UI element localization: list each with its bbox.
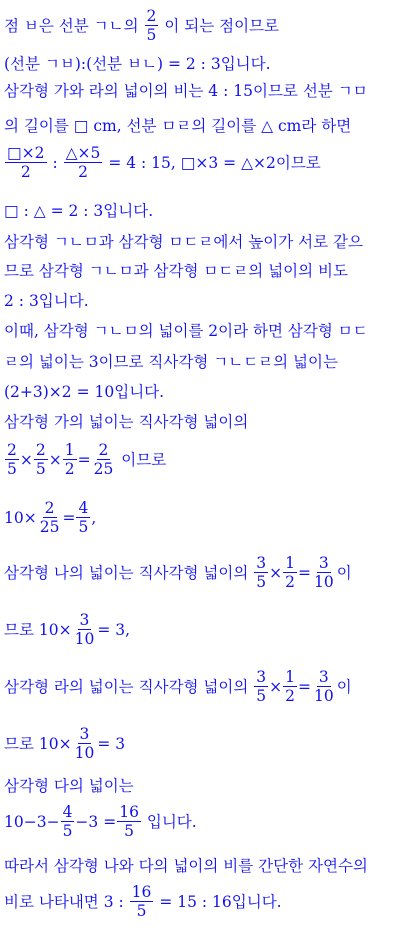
line-14: $\frac{2}{5}$ × $\frac{2}{5}$ × $\frac{1}{2}$ = $\frac{2}{25}$ 이므로 [7,441,167,479]
fraction: $\frac{2}{5}$ [146,7,157,45]
line-21: 10−3− $\frac{4}{5}$ −3 = $\frac{16}{5}$ 입니다. [4,803,197,841]
line-8: 므로 삼각형 ㄱㄴㅁ과 삼각형 ㅁㄷㄹ의 넓이의 비도 [4,262,348,280]
line-20: 삼각형 다의 넓이는 [4,777,134,795]
fraction: $\frac{4}{5}$ [62,803,73,841]
fraction: $\frac{3}{10}$ [314,554,334,592]
line-23: 비로 나타내면 3 : $\frac{16}{5}$ = 15 : 16입니다. [4,883,282,921]
fraction: $\frac{16}{5}$ [131,883,152,921]
fraction: $\frac{3}{5}$ [256,554,267,592]
line-12: (2+3)×2 = 10입니다. [4,383,165,401]
fraction: $\frac{2}{5}$ [35,441,46,479]
line-10: 이때, 삼각형 ㄱㄴㅁ의 넓이를 2이라 하면 삼각형 ㅁㄷ [4,322,368,340]
fraction: $\frac{1}{2}$ [285,668,295,706]
fraction: $\frac{3}{5}$ [256,668,267,706]
line-2: (선분 ㄱㅂ):(선분 ㅂㄴ) = 2 : 3입니다. [4,55,271,73]
line-5: $\frac{□\times 2}{2}$ : $\frac{\triangle\times 5}{2}$ = 4 : 15, □×3 = △×2이므로 [7,144,321,182]
fraction: $\frac{3}{10}$ [314,668,334,706]
line-17: 므로 10× $\frac{3}{10}$ = 3, [4,611,131,649]
line-22: 따라서 삼각형 나와 다의 넓이의 비를 간단한 자연수의 [4,857,368,875]
line-4: 의 길이를 □ cm, 선분 ㅁㄹ의 길이를 △ cm라 하면 [4,117,352,135]
line-19: 므로 10× $\frac{3}{10}$ = 3 [4,725,126,763]
line-16: 삼각형 나의 넓이는 직사각형 넓이의 $\frac{3}{5}$ × $\frac{1}{2}$ = $\frac{3}{10}$ 이 [4,554,352,592]
fraction: $\frac{\triangle\times 5}{2}$ [65,144,101,182]
fraction: $\frac{□\times 2}{2}$ [7,144,45,182]
fraction: $\frac{2}{5}$ [7,441,17,479]
line-3: 삼각형 가와 라의 넓이의 비는 4 : 15이므로 선분 ㄱㅁ [4,82,368,100]
fraction: $\frac{4}{5}$ [78,499,89,537]
fraction: $\frac{1}{2}$ [285,554,295,592]
fraction: $\frac{3}{10}$ [74,725,95,763]
line-9: 2 : 3입니다. [4,292,89,310]
line-1: 점 ㅂ은 선분 ㄱㄴ의 $\frac{2}{5}$ 이 되는 점이므로 [4,7,279,45]
fraction: $\frac{1}{2}$ [64,441,75,479]
line-18: 삼각형 라의 넓이는 직사각형 넓이의 $\frac{3}{5}$ × $\frac{1}{2}$ = $\frac{3}{10}$ 이 [4,668,352,706]
line-11: ㄹ의 넓이는 3이므로 직사각형 ㄱㄴㄷㄹ의 넓이는 [4,353,338,371]
fraction: $\frac{2}{25}$ [39,499,60,537]
line-15: 10× $\frac{2}{25}$ = $\frac{4}{5}$ , [4,499,97,537]
line-6: □ : △ = 2 : 3입니다. [4,202,154,220]
fraction: $\frac{2}{25}$ [93,441,114,479]
line-13: 삼각형 가의 넓이는 직사각형 넓이의 [4,413,249,431]
fraction: $\frac{16}{5}$ [119,803,139,841]
line-7: 삼각형 ㄱㄴㅁ과 삼각형 ㅁㄷㄹ에서 높이가 서로 같으 [4,233,363,251]
fraction: $\frac{3}{10}$ [74,611,95,649]
